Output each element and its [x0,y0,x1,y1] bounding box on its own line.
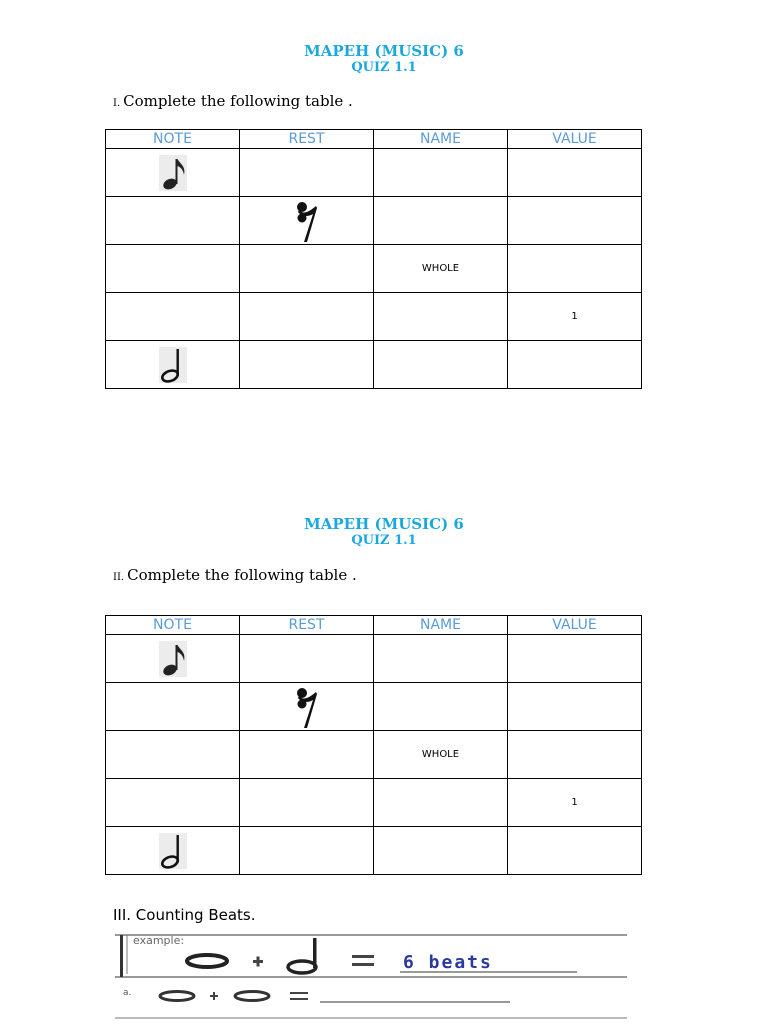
half-note-icon [288,938,317,973]
value-cell[interactable] [508,197,642,245]
rest-cell[interactable] [240,341,374,389]
counting-beats-example-image [115,930,630,1024]
rest-cell[interactable] [240,245,374,293]
instruction-text: Complete the following table . [127,566,357,584]
rest-cell[interactable] [240,779,374,827]
quiz-title: MAPEH (MUSIC) 6 [304,42,464,60]
note-cell[interactable] [106,293,240,341]
rest-cell[interactable] [240,293,374,341]
table-row [106,293,642,341]
value-cell[interactable] [508,341,642,389]
eighth-note-icon [159,155,187,191]
whole-note-icon [187,955,227,967]
table-header-row [106,130,642,149]
name-cell[interactable] [374,293,508,341]
instruction-text: Complete the following table . [123,92,353,110]
value-cell[interactable] [508,683,642,731]
note-cell[interactable] [106,341,240,389]
rest-cell[interactable] [240,149,374,197]
value-cell[interactable] [508,149,642,197]
note-cell[interactable] [106,197,240,245]
header-rest: REST [240,616,374,635]
header-note: NOTE [106,616,240,635]
header-name: NAME [374,130,508,149]
value-cell[interactable] [508,245,642,293]
value-cell[interactable] [508,827,642,875]
whole-note-icon [160,992,194,1001]
rest-cell[interactable] [240,731,374,779]
instruction-number: II. [113,572,125,583]
value-cell[interactable] [508,635,642,683]
quiz-subtitle: QUIZ 1.1 [351,60,417,75]
value-cell[interactable]: 1 [508,293,642,341]
instruction [113,92,353,110]
rest-cell[interactable] [240,635,374,683]
equals-icon [290,992,308,1000]
example-answer: 6 beats [403,952,493,973]
table-row [106,731,642,779]
whole-note-icon [235,992,269,1001]
note-table [105,615,642,875]
name-cell[interactable] [374,827,508,875]
note-cell[interactable] [106,731,240,779]
header-name: NAME [374,616,508,635]
header-rest: REST [240,130,374,149]
equals-icon [352,955,374,966]
half-note-icon [159,347,187,383]
value-cell[interactable] [508,731,642,779]
counting-beats-heading: III. Counting Beats. [113,906,256,924]
quiz-title: MAPEH (MUSIC) 6 [304,515,464,533]
table-row [106,197,642,245]
instruction-number: I. [113,98,121,109]
eighth-note-icon [159,641,187,677]
header-value: VALUE [508,130,642,149]
plus-icon [210,992,218,1000]
table-row [106,827,642,875]
note-cell[interactable] [106,683,240,731]
header-note: NOTE [106,130,240,149]
header-value: VALUE [508,616,642,635]
rest-cell[interactable] [240,683,374,731]
example-label: example: [133,934,185,947]
name-cell[interactable] [374,341,508,389]
name-cell[interactable] [374,683,508,731]
name-cell[interactable] [374,779,508,827]
rest-cell[interactable] [240,197,374,245]
table-row [106,779,642,827]
note-cell[interactable] [106,779,240,827]
table-row [106,149,642,197]
name-cell[interactable] [374,149,508,197]
table-row [106,245,642,293]
name-cell[interactable] [374,635,508,683]
name-cell[interactable]: WHOLE [374,245,508,293]
instruction [113,566,357,584]
value-cell[interactable]: 1 [508,779,642,827]
note-cell[interactable] [106,827,240,875]
table-row [106,683,642,731]
note-table [105,129,642,389]
note-cell[interactable] [106,149,240,197]
half-note-icon [159,833,187,869]
rest-cell[interactable] [240,827,374,875]
item-a-label: a. [123,988,132,998]
name-cell[interactable]: WHOLE [374,731,508,779]
plus-icon [253,957,263,967]
note-cell[interactable] [106,245,240,293]
eighth-rest-icon [293,684,321,730]
note-cell[interactable] [106,635,240,683]
table-row [106,341,642,389]
quiz-subtitle: QUIZ 1.1 [351,533,417,548]
table-header-row [106,616,642,635]
name-cell[interactable] [374,197,508,245]
table-row [106,635,642,683]
eighth-rest-icon [293,198,321,244]
